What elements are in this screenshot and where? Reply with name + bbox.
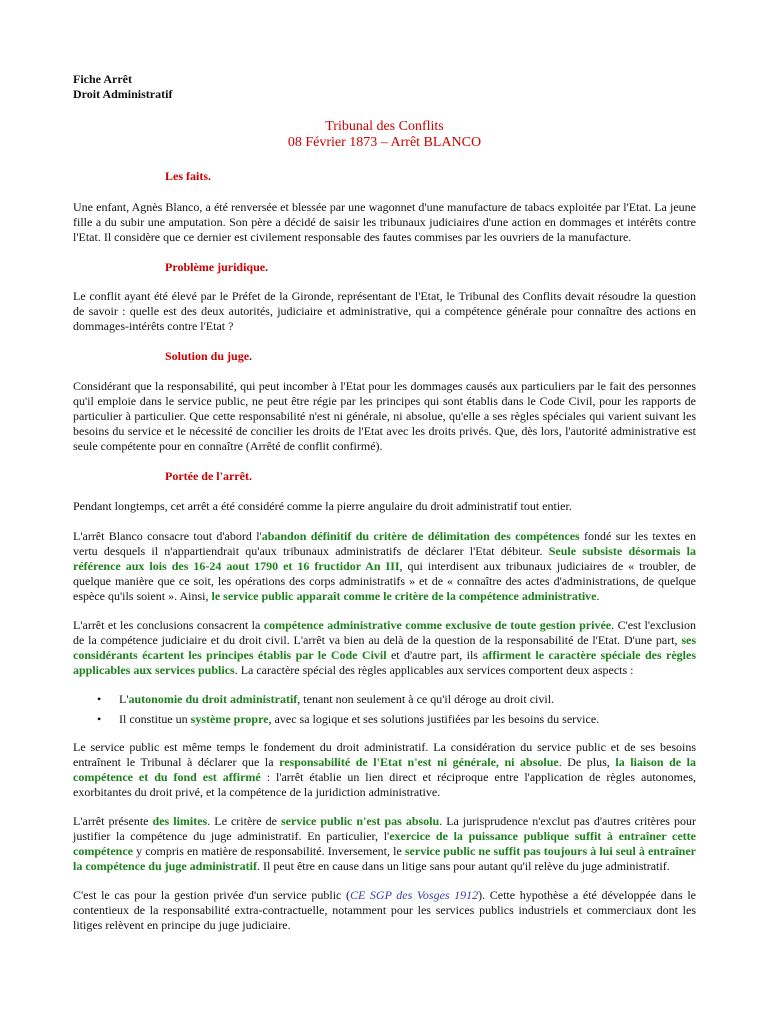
highlight-competence-exclusive: compétence administrative comme exclusive de toute gestion privée bbox=[263, 618, 612, 632]
highlight-non-absolu: service public n'est pas absolu bbox=[281, 814, 440, 828]
highlight-abandon-critere: abandon définitif du critère de délimitation des compétences bbox=[261, 529, 580, 543]
paragraph-portee-fondement bbox=[73, 740, 696, 800]
text-run: L'arrêt Blanco consacre tout d'abord l' bbox=[73, 529, 262, 543]
highlight-lois-1790: Seule subsiste désormais la référence aux lois des 16-24 aout 1790 et 16 fructidor An III bbox=[73, 544, 697, 573]
highlight-puissance-publique: exercice de la puissance publique suffit à entraîner cette compétence bbox=[73, 829, 696, 858]
heading-faits: Les faits. bbox=[165, 169, 211, 183]
heading-portee: Portée de l'arrêt. bbox=[165, 469, 252, 483]
paragraph-portee-limites bbox=[73, 814, 696, 874]
highlight-caractere-special: affirment le caractère spéciale des règles applicables aux services publics bbox=[73, 648, 696, 677]
text-run: , qui interdisent aux tribunaux judiciaires de « troubler, de quelque manière que ce soit, les opérations des corps administratifs » et de « connaître des actes d'administrations, de quelque espèce qu'ils soient ». Ainsi, bbox=[73, 559, 696, 603]
paragraph-portee-competence bbox=[73, 618, 696, 678]
court-name: Tribunal des Conflits bbox=[325, 119, 444, 134]
text-run: y compris en matière de responsabilité. Inversement, le bbox=[132, 844, 405, 858]
text-run: . C'est l'exclusion de la compétence judiciaire et du droit civil. L'arrêt va bien au delà de la question de la responsabilité de l'Etat. D'une part, bbox=[73, 618, 696, 647]
document-title bbox=[73, 119, 696, 151]
highlight-limites: des limites bbox=[152, 814, 208, 828]
aspects-list bbox=[73, 692, 696, 727]
bullet-icon: • bbox=[97, 712, 102, 726]
text-run: et d'autre part, ils bbox=[386, 648, 483, 662]
text-run: . La jurisprudence n'exclut pas d'autres critères pour justifier la compétence du juge administratif. En particulier, l' bbox=[73, 814, 697, 843]
heading-probleme: Problème juridique. bbox=[165, 260, 269, 274]
highlight-autonomie: autonomie du droit administratif bbox=[128, 692, 298, 706]
text-run: fondé sur les textes en vertu desquels il n'appartiendrait qu'aux tribunaux administratifs de déclarer l'Etat débiteur. bbox=[73, 529, 696, 558]
text-run: . Il peut être en cause dans un litige sans pour autant qu'il relève du juge administratif. bbox=[256, 859, 670, 873]
highlight-liaison: la liaison de la compétence et du fond est affirmé bbox=[73, 755, 697, 784]
text-run: , tenant non seulement à ce qu'il déroge au droit civil. bbox=[297, 692, 555, 706]
highlight-ne-suffit-pas: service public ne suffit pas toujours à lui seul à entraîner la compétence du juge administratif bbox=[73, 844, 696, 873]
highlight-considerants: ses considérants écartent les principes établis par le Code Civil bbox=[73, 633, 696, 662]
text-run: Il constitue un bbox=[119, 712, 191, 726]
heading-solution: Solution du juge. bbox=[165, 349, 253, 363]
paragraph-probleme: Le conflit ayant été élevé par le Préfet de la Gironde, représentant de l'Etat, le Tribunal des Conflits devait résoudre la question de savoir : quelle est des deux autorités, judiciaire et administrative, qui a compétence générale pour connaître des actions en dommages-intérêts contre l'Etat ? bbox=[73, 289, 696, 333]
highlight-systeme-propre: système propre bbox=[190, 712, 269, 726]
list-item bbox=[73, 692, 696, 707]
text-run: ). Cette hypothèse a été développée dans le contentieux de la responsabilité extra-contractuelle, notamment pour les services publics industriels et commerciaux dont les litiges relèvent en principe du juge judiciaire. bbox=[73, 888, 696, 932]
list-item bbox=[73, 712, 696, 727]
text-run: . Le critère de bbox=[207, 814, 282, 828]
text-run: L'arrêt et les conclusions consacrent la bbox=[73, 618, 264, 632]
document-page bbox=[73, 72, 696, 933]
text-run: , avec sa logique et ses solutions justifiées par les besoins du service. bbox=[268, 712, 600, 726]
text-run: . La caractère spécial des règles applicables aux services comportent deux aspects : bbox=[234, 663, 634, 677]
highlight-responsabilite: responsabilité de l'Etat n'est ni générale, ni absolue bbox=[279, 755, 559, 769]
paragraph-faits: Une enfant, Agnès Blanco, a été renversée et blessée par une wagonnet d'une manufacture de tabacs exploitée par l'Etat. La jeune fille a du subir une amputation. Son père a décidé de saisir les tribunaux judiciaires d'une action en dommages et intérêts contre l'Etat. Il considère que ce dernier est civilement responsable des fautes commises par les ouvriers de la manufacture. bbox=[73, 200, 696, 244]
paragraph-solution: Considérant que la responsabilité, qui peut incomber à l'Etat pour les dommages causés aux particuliers par le fait des personnes qu'il emploie dans le service public, ne peut être régie par les principes qui sont établis dans le Code Civil, pour les rapports de particulier à particulier. Que cette responsabilité n'est ni générale, ni absolue, qu'elle a ses règles spéciales qui varient suivant les besoins du service et le nécessité de concilier les droits de l'Etat avec les droits privés. Que, dès lors, l'autorité administrative est seule compétente pour en connaître (Arrêté de conflit confirmé). bbox=[73, 379, 696, 453]
paragraph-portee-gestion-privee bbox=[73, 888, 696, 933]
paragraph-portee-intro: Pendant longtemps, cet arrêt a été considéré comme la pierre angulaire du droit administratif tout entier. bbox=[73, 499, 572, 513]
text-run: L'arrêt présente bbox=[73, 814, 153, 828]
text-run: . De plus, bbox=[558, 755, 616, 769]
text-run: C'est le cas pour la gestion privée d'un service public ( bbox=[73, 888, 350, 902]
text-run: Le service public est même temps le fondement du droit administratif. La considération du service public et de ses besoins entraînent le Tribunal à déclarer que la bbox=[73, 740, 696, 769]
case-reference-link[interactable]: CE SGP des Vosges 1912 bbox=[349, 888, 479, 902]
text-run: . bbox=[596, 589, 600, 603]
text-run: : l'arrêt établie un lien direct et réciproque entre l'application de règles autonomes, exorbitantes du droit privé, et la compétence de la juridiction administrative. bbox=[73, 770, 696, 799]
text-run: L' bbox=[119, 692, 129, 706]
decision-date-title: 08 Février 1873 – Arrêt BLANCO bbox=[287, 135, 482, 150]
document-subject: Droit Administratif bbox=[73, 87, 173, 101]
paragraph-portee-abandon bbox=[73, 529, 696, 604]
highlight-service-public-critere: le service public apparaît comme le critère de la compétence administrative bbox=[211, 589, 597, 603]
document-type: Fiche Arrêt bbox=[73, 72, 132, 86]
bullet-icon: • bbox=[97, 692, 102, 706]
